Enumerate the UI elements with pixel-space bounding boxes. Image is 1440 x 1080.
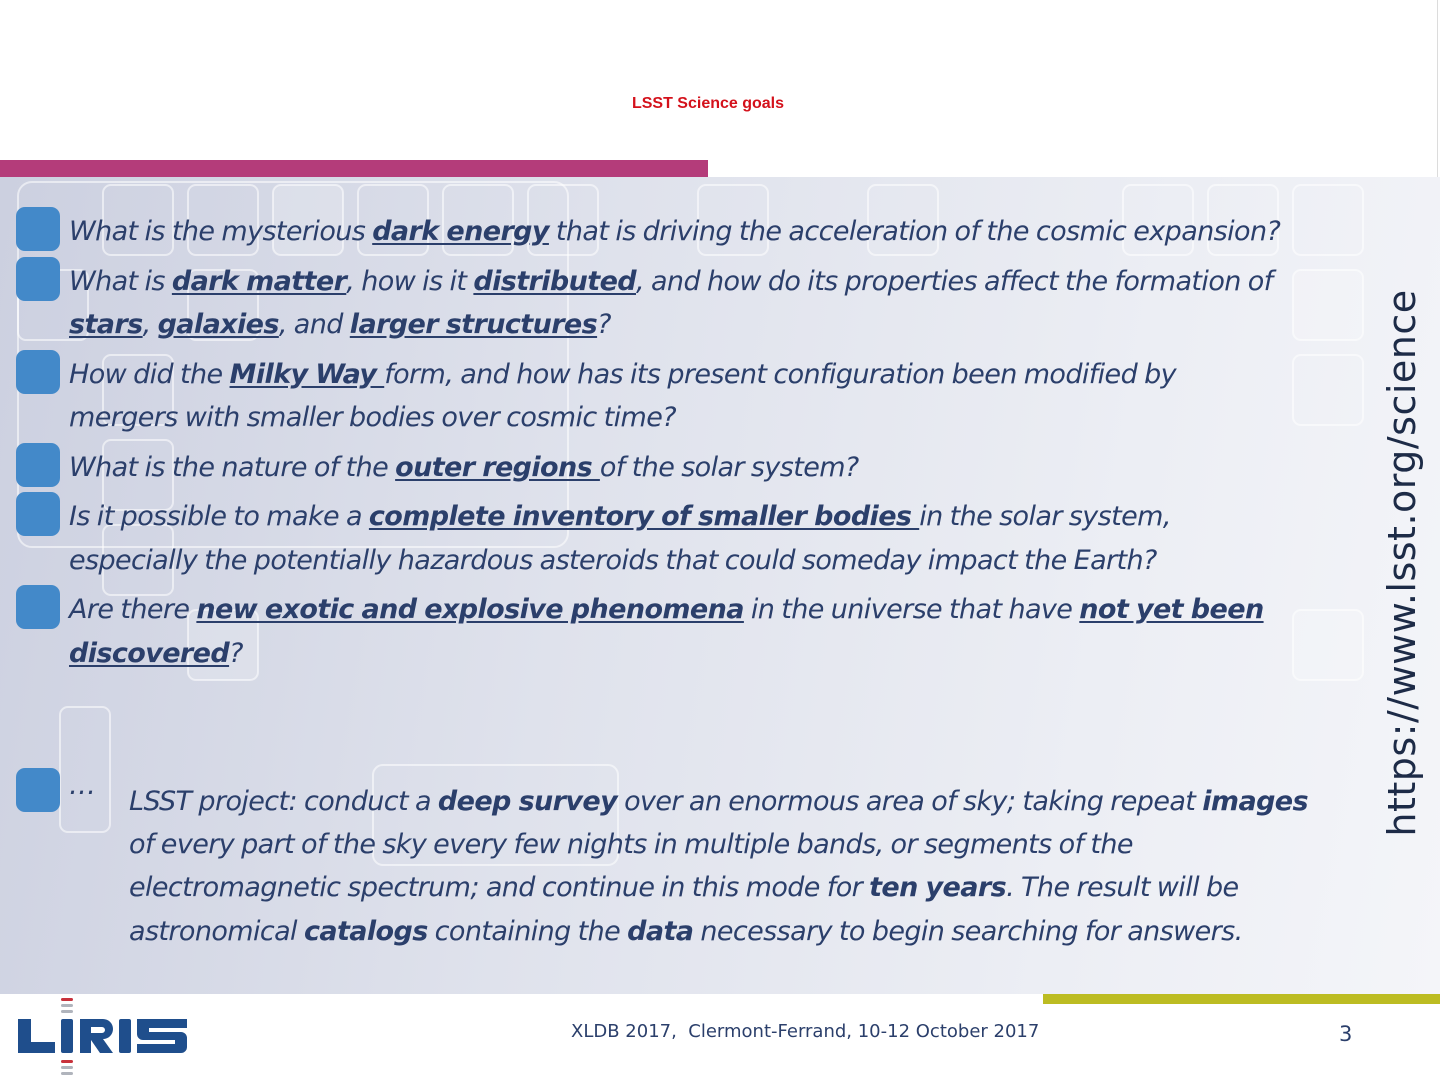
body-text: in the solar system, especially the potentially hazardous asteroids that could someday impact the Earth? <box>69 501 1171 576</box>
bullet-marker-icon <box>16 350 60 394</box>
body-text: , <box>142 309 158 340</box>
body-text: necessary to begin searching for answers. <box>693 915 1243 947</box>
bullet-marker-icon <box>16 492 60 536</box>
bullet-marker-icon <box>16 257 60 301</box>
bullet-marker-icon <box>16 207 60 251</box>
list-item <box>0 495 1300 582</box>
body-text: Are there <box>69 594 197 625</box>
body-text: What is <box>69 265 172 297</box>
list-item <box>0 260 1300 347</box>
body-text: ? <box>597 309 611 340</box>
body-text: , and <box>278 309 350 340</box>
emphasis-text: outer regions <box>395 451 600 483</box>
body-text: form, and how has its present configuration been modified by mergers with smaller bodies over cosmic time? <box>69 358 1177 433</box>
body-text: of the solar system? <box>599 451 859 483</box>
emphasis-text: complete inventory of smaller bodies <box>368 501 920 532</box>
science-goals-list <box>0 210 1300 681</box>
emphasis-text: deep survey <box>437 786 618 817</box>
list-item <box>0 210 1300 254</box>
body-text: What is the nature of the <box>69 451 396 483</box>
bullet-marker-icon <box>16 443 60 487</box>
list-item <box>0 588 1300 675</box>
list-item <box>0 353 1300 440</box>
project-summary <box>129 780 1334 953</box>
body-text: How did the <box>69 358 230 390</box>
accent-bar-olive <box>1043 994 1440 1004</box>
emphasis-text: galaxies <box>157 309 279 340</box>
body-text: , and how do its properties affect the formation of <box>636 265 1273 297</box>
emphasis-text: dark energy <box>372 216 549 247</box>
bullet-marker-icon <box>16 768 60 812</box>
bullet-marker-icon <box>16 585 60 629</box>
page-number: 3 <box>1339 1022 1353 1046</box>
emphasis-text: dark matter <box>171 265 347 297</box>
liris-logo-icon <box>14 994 194 1076</box>
emphasis-text: Milky Way <box>229 358 385 390</box>
emphasis-text: distributed <box>473 265 637 297</box>
slide-title: LSST Science goals <box>631 95 785 112</box>
emphasis-text: images <box>1202 786 1308 817</box>
science-url-link[interactable]: https://www.lsst.org/science <box>1380 289 1424 837</box>
body-text: LSST project: conduct a <box>129 786 438 817</box>
emphasis-text: catalogs <box>303 915 428 947</box>
body-text: of every part of the sky every few nights in multiple bands, or segments of the electromagnetic spectrum; and continue in this mode for <box>129 829 1133 904</box>
emphasis-text: stars <box>69 309 143 340</box>
body-text: Is it possible to make a <box>69 501 369 532</box>
emphasis-text: larger structures <box>349 309 598 340</box>
body-text: . The result will be astronomical <box>129 872 1239 947</box>
body-text: What is the mysterious <box>69 216 373 247</box>
body-text: that is driving the acceleration of the cosmic expansion? <box>548 216 1281 247</box>
body-text: , how is it <box>346 265 474 297</box>
list-item <box>0 446 1300 490</box>
accent-bar-magenta <box>0 160 708 177</box>
emphasis-text: not yet been discovered <box>69 594 1264 669</box>
emphasis-text: ten years <box>869 872 1007 904</box>
emphasis-text: data <box>627 915 694 947</box>
emphasis-text: new exotic and explosive phenomena <box>196 594 744 625</box>
body-text: over an enormous area of sky; taking repeat <box>617 786 1203 817</box>
footer-event-info: XLDB 2017, Clermont-Ferrand, 10-12 October 2017 <box>571 1021 1040 1042</box>
list-ellipsis: … <box>69 770 96 801</box>
body-text: in the universe that have <box>743 594 1080 625</box>
liris-logo <box>14 994 194 1080</box>
body-text: ? <box>229 637 243 669</box>
body-text: containing the <box>427 915 628 947</box>
header-divider <box>1437 0 1438 178</box>
